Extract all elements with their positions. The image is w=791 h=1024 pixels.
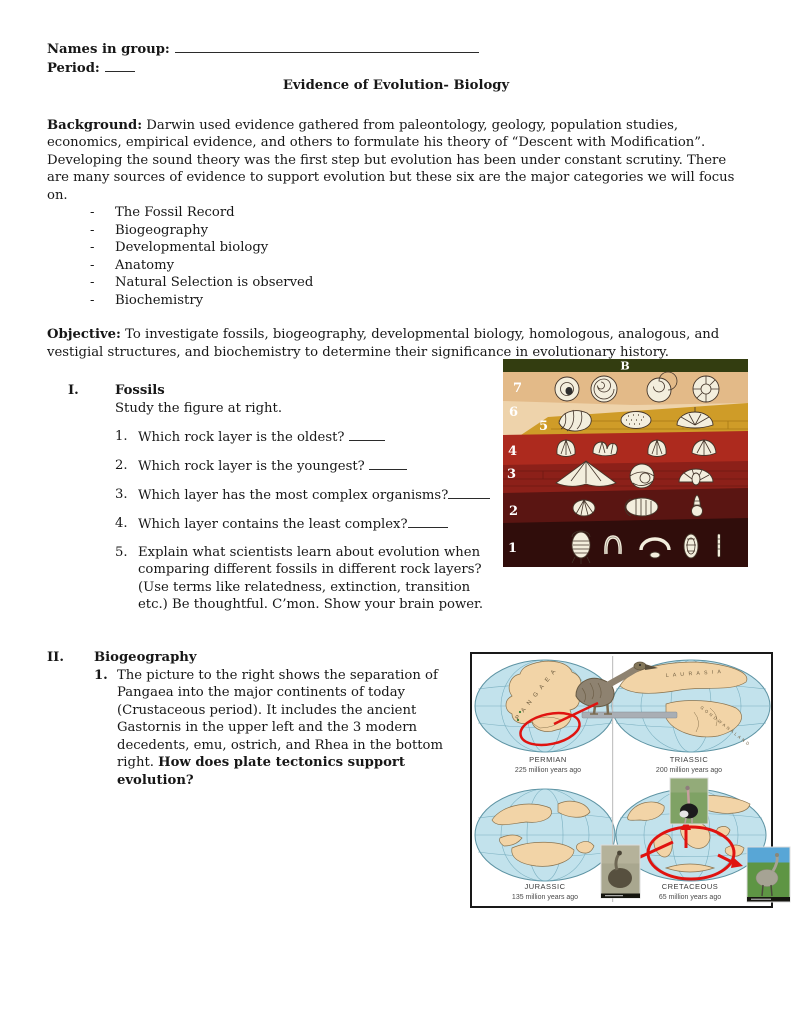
- biogeography-item: [94, 667, 487, 790]
- rock-layer-1: [503, 518, 748, 567]
- layer-number-7: 7: [513, 381, 523, 396]
- dash-bullet: -: [90, 222, 95, 238]
- list-item: [90, 257, 745, 275]
- question-number: 5.: [115, 544, 128, 560]
- pangaea-separation-figure: [470, 652, 791, 910]
- list-item-label: Natural Selection is observed: [115, 275, 314, 290]
- section-numeral: II.: [47, 650, 64, 665]
- objective-text: To investigate fossils, biogeography, developmental biology, homologous, analogous, and vestigial structures, and biochemistry to determine their significance in evolutionary history.: [47, 327, 720, 360]
- list-item-label: The Fossil Record: [115, 205, 235, 220]
- period-line: [47, 59, 745, 78]
- list-item-label: Biogeography: [115, 222, 209, 238]
- answer-blank: [448, 486, 490, 499]
- section-intro: Study the figure at right.: [115, 400, 283, 416]
- section-numeral: I.: [68, 383, 79, 398]
- question-number: 2.: [115, 457, 128, 473]
- list-item-label: Biochemistry: [115, 292, 204, 308]
- layer-number-6: 6: [509, 405, 519, 420]
- triassic-age: 200 million years ago: [655, 767, 723, 774]
- question-number: 1.: [115, 428, 128, 444]
- triassic-caption: TRIASSIC: [669, 755, 709, 764]
- list-item: [90, 274, 745, 292]
- question-number: 3.: [115, 486, 128, 502]
- evidence-category-list: [90, 204, 745, 309]
- dash-bullet: -: [90, 205, 95, 220]
- gondwanaland-label: G O N D W A N A L A N D: [699, 704, 751, 747]
- ostrich-photo: [670, 778, 708, 824]
- cretaceous-age: 65 million years ago: [658, 894, 722, 901]
- item-text: The picture to the right shows the separation of Pangaea into the major continents of today (Crustaceous period). It includes the ancient Gastornis in the upper left and the 3 modern decedents, emu, ostrich, and Rhea in the bottom right. How does plate tectonics support evolution?: [117, 667, 443, 788]
- section-heading: Biogeography: [94, 650, 197, 665]
- rhea-photo: [747, 847, 790, 902]
- figure-label-b: B: [620, 359, 630, 373]
- period-blank: [105, 59, 135, 72]
- page-title: Evidence of Evolution- Biology: [282, 78, 510, 93]
- layer-number-3: 3: [507, 467, 517, 482]
- bold-question: How does plate tectonics support evolution?: [117, 755, 405, 788]
- layer-number-2: 2: [509, 504, 519, 519]
- item-number: 1.: [94, 667, 108, 683]
- background-paragraph: [47, 117, 747, 205]
- jurassic-age: 135 million years ago: [511, 894, 579, 901]
- list-item-label: Anatomy: [115, 257, 175, 273]
- cretaceous-caption: CRETACEOUS: [661, 882, 719, 891]
- period-label: Period:: [47, 60, 100, 76]
- laurasia-label: L A U R A S I A: [665, 669, 723, 679]
- list-item: [90, 292, 745, 310]
- layer-number-1: 1: [508, 541, 518, 556]
- dash-bullet: -: [90, 275, 95, 290]
- list-item: [90, 204, 745, 222]
- layer-number-5: 5: [539, 419, 549, 434]
- answer-blank: [349, 428, 385, 441]
- jurassic-map: [475, 789, 615, 881]
- question-text: Which rock layer is the youngest?: [138, 457, 407, 476]
- list-item-label: Developmental biology: [115, 240, 269, 255]
- dash-bullet: -: [90, 240, 95, 255]
- fossil-strata-figure: [503, 359, 748, 567]
- question-text: Which layer contains the least complex?: [138, 515, 448, 534]
- triassic-map: [612, 660, 770, 752]
- list-item: [90, 222, 745, 240]
- section-biogeography: [47, 649, 487, 789]
- layer-number-4: 4: [508, 444, 518, 459]
- question-number: 4.: [115, 515, 128, 531]
- objective-paragraph: [47, 326, 747, 361]
- names-label: Names in group:: [47, 42, 170, 57]
- question-text: Which rock layer is the oldest?: [138, 428, 385, 447]
- names-line: [47, 40, 745, 59]
- answer-blank: [408, 515, 448, 528]
- permian-age: 225 million years ago: [514, 767, 582, 774]
- names-blank: [175, 40, 479, 53]
- dash-bullet: -: [90, 257, 95, 273]
- section-heading: Fossils: [115, 383, 165, 398]
- emu-photo: [601, 845, 640, 898]
- pangaea-label: P A N G A E A: [514, 667, 559, 722]
- objective-label: Objective:: [47, 327, 121, 342]
- question-text: Explain what scientists learn about evolution when comparing different fossils in different rock layers? (Use terms like relatedness, extinction, transition etc.) Be thoughtful. C’mon. Show your brain power.: [138, 544, 484, 612]
- question-text: Which layer has the most complex organisms?: [138, 486, 490, 505]
- list-item: [90, 239, 745, 257]
- background-label: Background:: [47, 117, 143, 133]
- permian-caption: PERMIAN: [529, 755, 567, 764]
- dash-bullet: -: [90, 292, 95, 308]
- jurassic-caption: JURASSIC: [524, 882, 566, 891]
- background-text: Darwin used evidence gathered from paleontology, geology, population studies, economics, empirical evidence, and others to formulate his theory of “Descent with Modification”. Developing the sound theory was the first step but evolution has been under constant scrutiny. There are many sources of evidence to support evolution but these six are the major categories we will focus on.: [47, 117, 735, 203]
- answer-blank: [369, 457, 407, 470]
